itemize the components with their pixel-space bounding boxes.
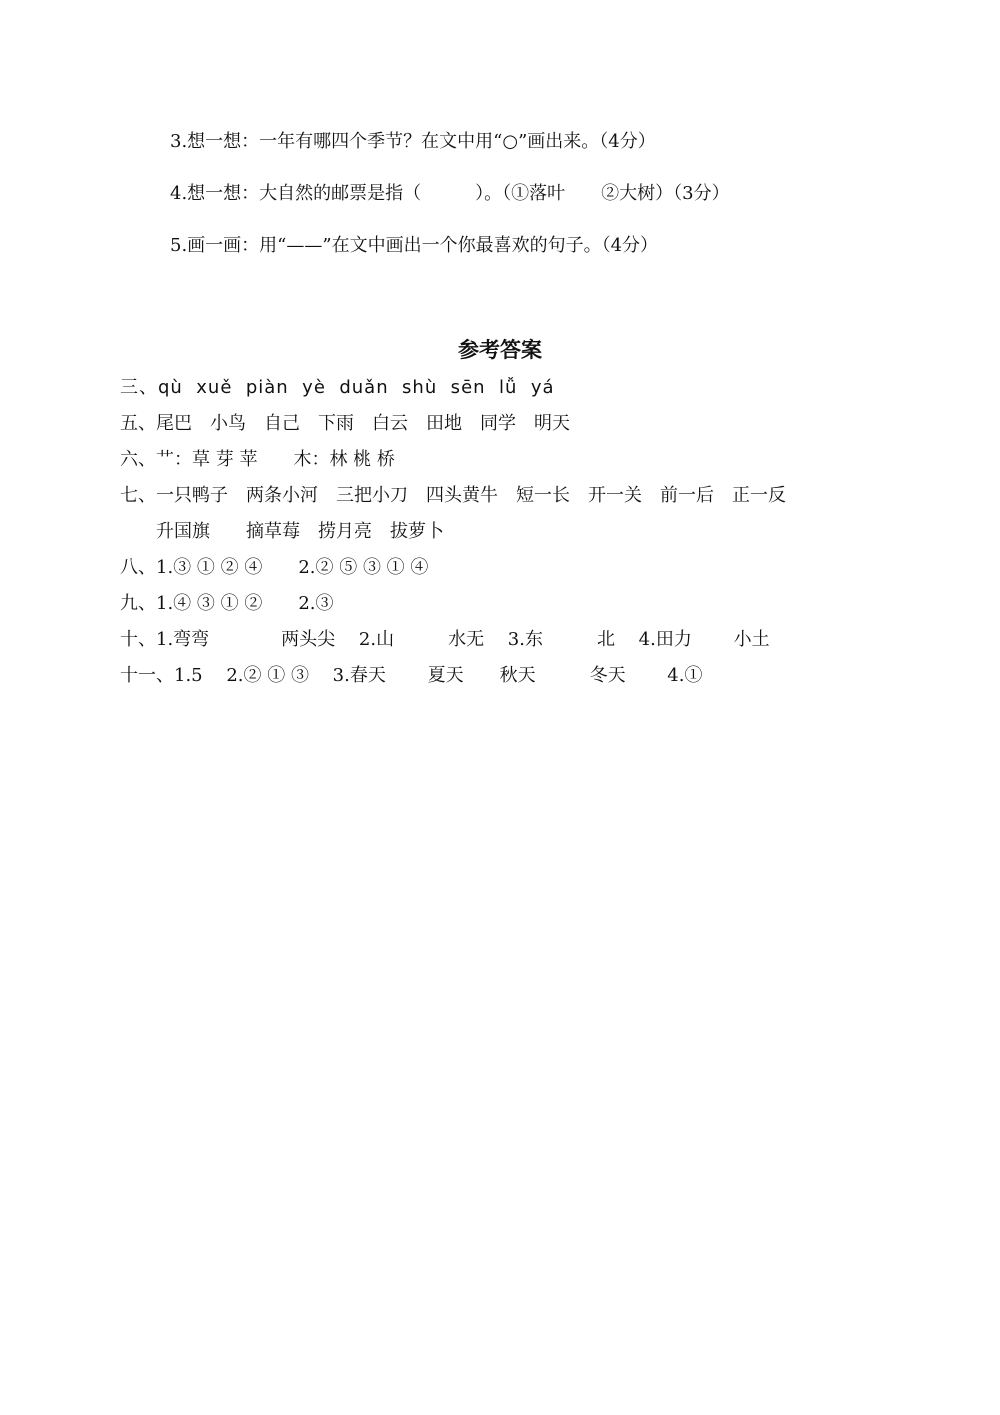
question-3: 3.想一想：一年有哪四个季节？在文中用“○”画出来。（4分）	[170, 131, 656, 152]
answer-6: 六、艹：草 芽 苹 木：林 桃 桥	[120, 449, 395, 470]
answer-10: 十、1.弯弯 两头尖 2.山 水无 3.东 北 4.田力 小土	[120, 629, 770, 650]
question-5: 5.画一画：用“——”在文中画出一个你最喜欢的句子。（4分）	[170, 235, 659, 256]
answer-3-pinyin: 三、qù xuě piàn yè duǎn shù sēn lǚ yá	[120, 377, 555, 398]
answers-title: 参考答案	[458, 338, 542, 362]
answer-9: 九、1.④ ③ ① ② 2.③	[120, 593, 334, 614]
answer-5: 五、尾巴 小鸟 自己 下雨 白云 田地 同学 明天	[120, 413, 570, 434]
question-4: 4.想一想：大自然的邮票是指（ ）。（①落叶 ②大树）（3分）	[170, 183, 730, 204]
answer-7-line1: 七、一只鸭子 两条小河 三把小刀 四头黄牛 短一长 开一关 前一后 正一反	[120, 485, 786, 506]
answer-7-line2: 升国旗 摘草莓 捞月亮 拔萝卜	[120, 521, 444, 542]
answer-8: 八、1.③ ① ② ④ 2.② ⑤ ③ ① ④	[120, 557, 429, 578]
answer-11: 十一、1.5 2.② ① ③ 3.春天 夏天 秋天 冬天 4.①	[120, 665, 703, 686]
